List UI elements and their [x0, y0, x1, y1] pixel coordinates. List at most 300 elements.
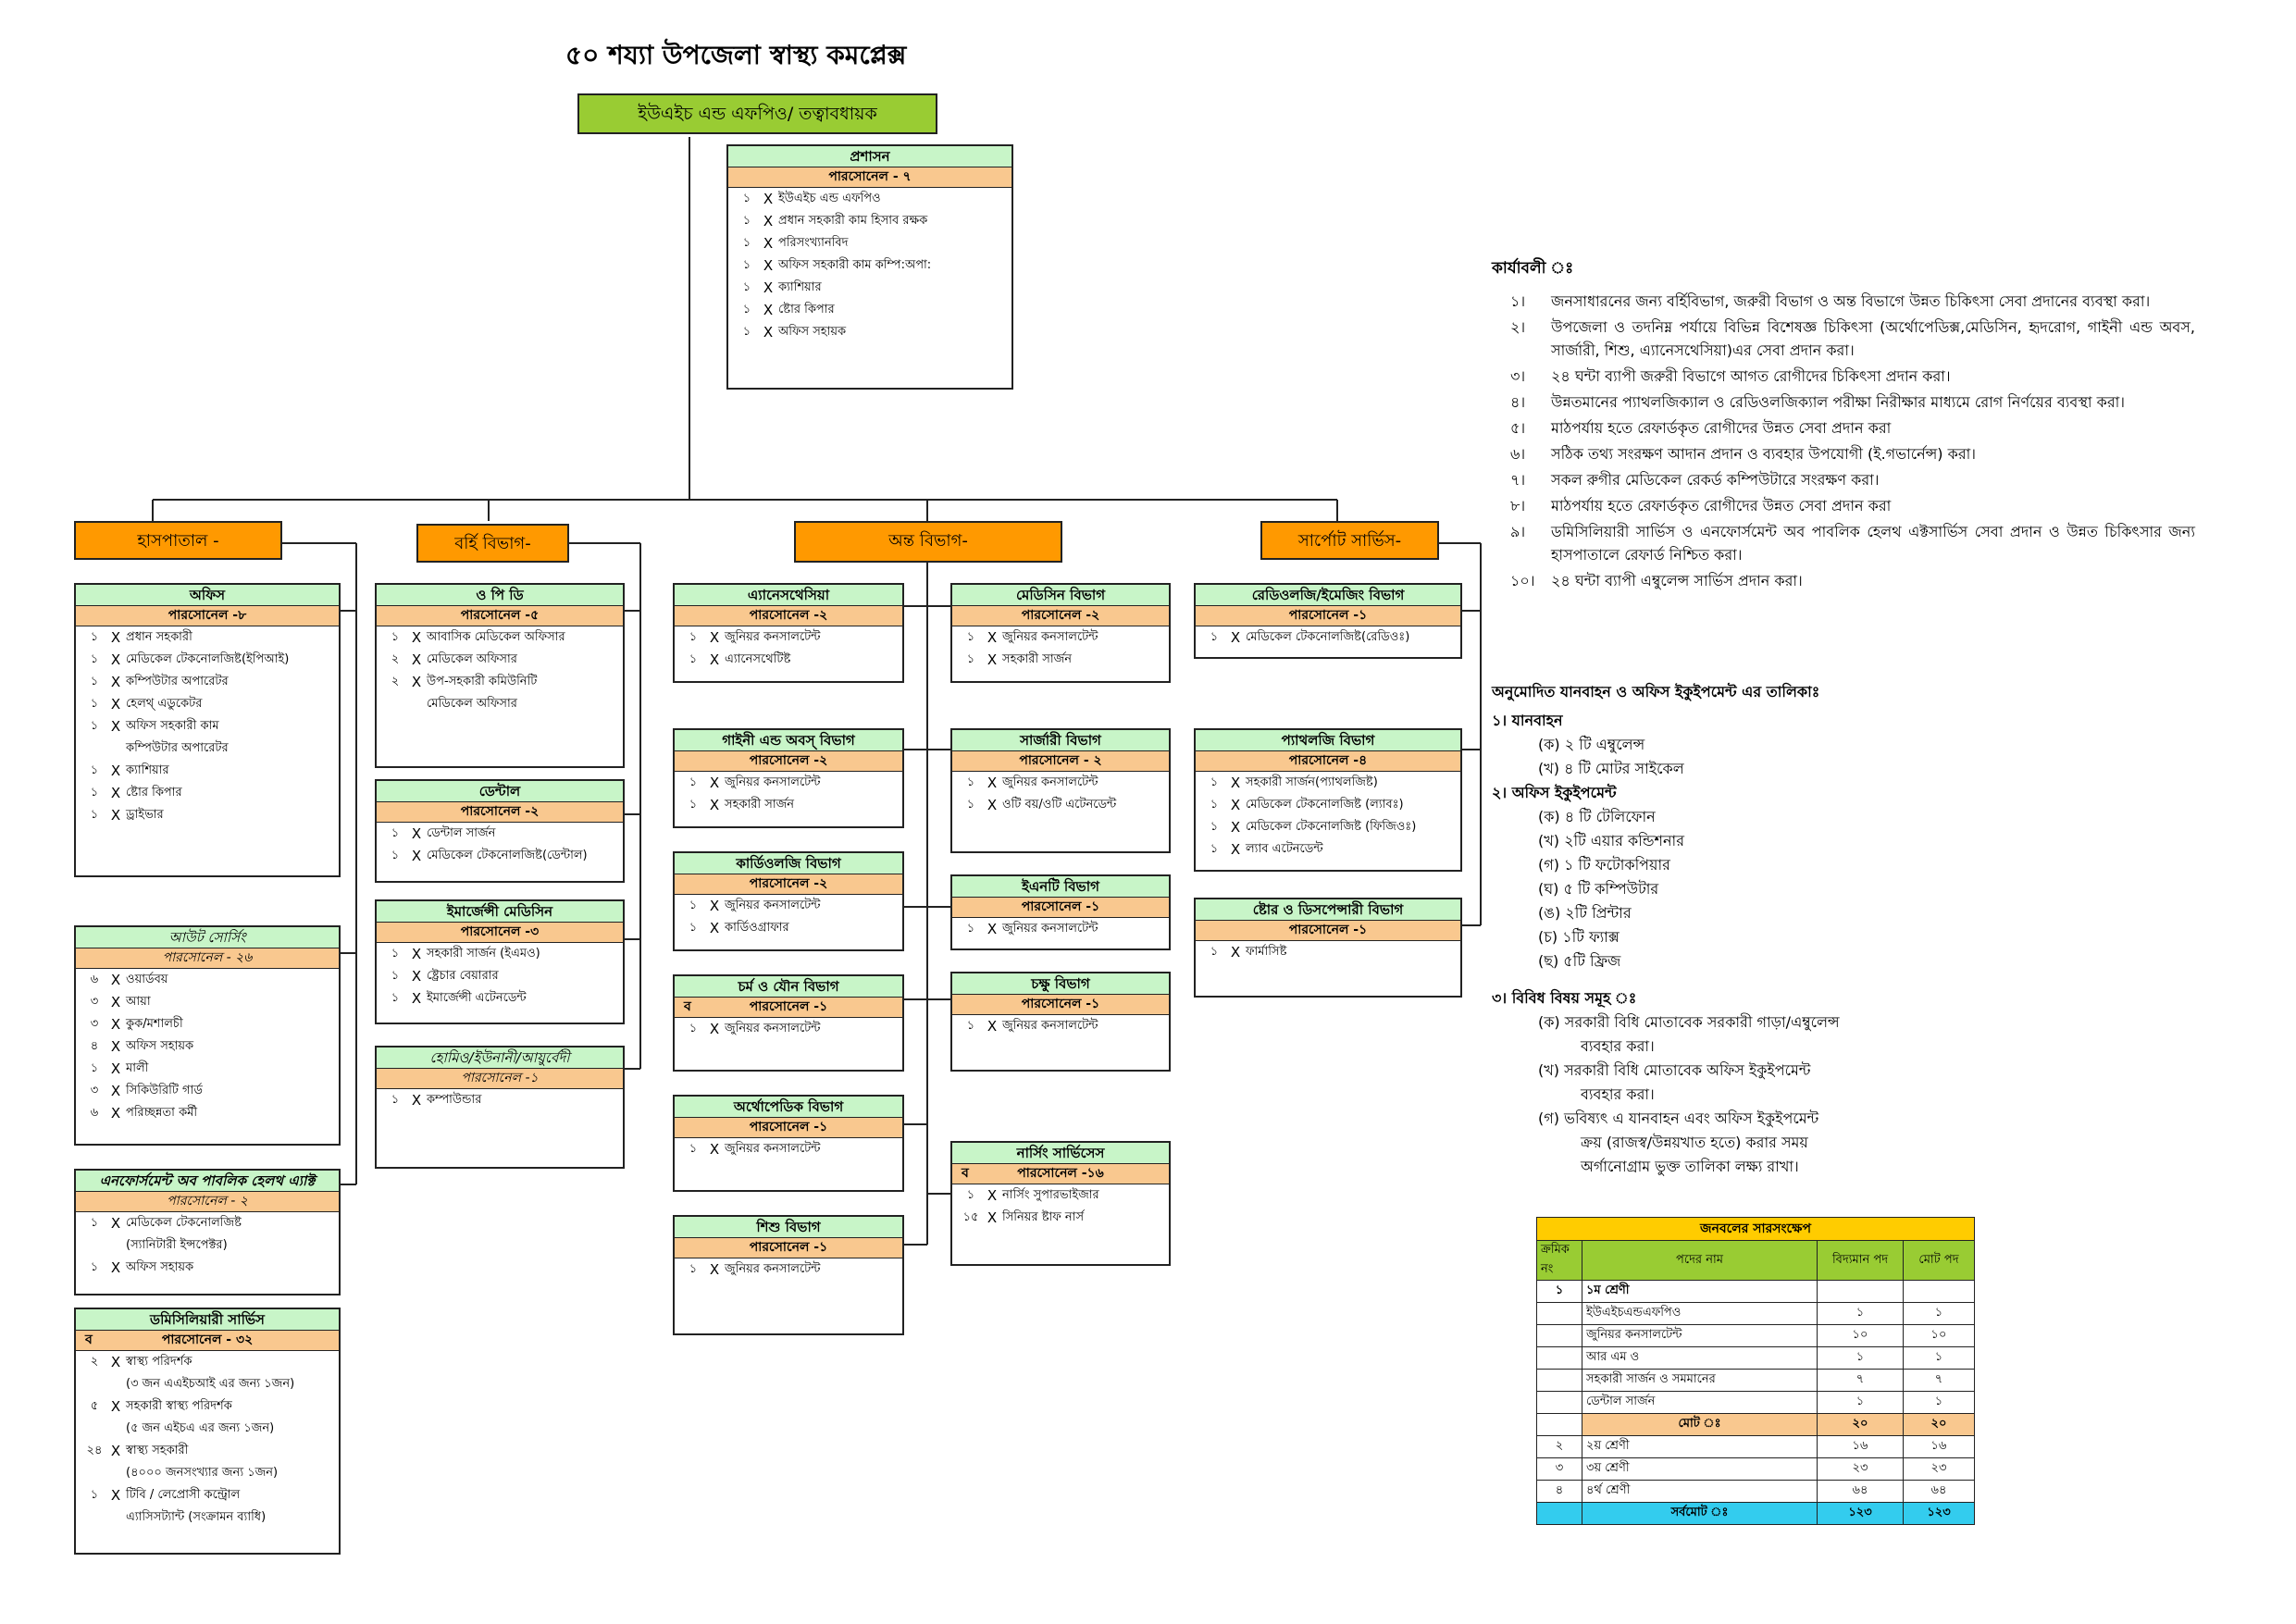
multiply-mark: X	[110, 1487, 121, 1504]
prefix-mark: ব	[962, 1166, 969, 1181]
staff-row	[952, 794, 1169, 816]
box-header: চর্ম ও যৌন বিভাগ	[675, 976, 902, 998]
col-header-existing: বিদ্যমান পদ	[1818, 1241, 1904, 1281]
multiply-mark: X	[110, 785, 121, 801]
medicine-box	[950, 583, 1171, 683]
staff-row	[377, 693, 623, 715]
table-cell: সহকারী সার্জন ও সমমানের	[1582, 1370, 1818, 1392]
table-cell	[1537, 1325, 1582, 1347]
staff-post: সহকারী সার্জন	[725, 798, 795, 812]
staff-count: ১	[90, 808, 99, 822]
multiply-mark: X	[987, 629, 998, 646]
multiply-mark: X	[110, 651, 121, 668]
multiply-mark: X	[987, 1187, 998, 1204]
table-cell: ১০	[1818, 1325, 1904, 1347]
nursing-box	[950, 1141, 1171, 1266]
staff-post: মালী	[126, 1061, 149, 1075]
multiply-mark	[406, 693, 427, 715]
table-cell: ১	[1818, 1303, 1904, 1325]
staff-row	[377, 823, 623, 845]
staff-count: ১৫	[962, 1210, 979, 1224]
staff-count: ১	[90, 1061, 99, 1075]
staff-count: ২	[90, 1355, 99, 1369]
table-cell	[1537, 1370, 1582, 1392]
staff-row	[377, 943, 623, 965]
table-cell	[1537, 1503, 1582, 1525]
staff-post: অফিস সহকারী কাম	[126, 719, 219, 733]
staff-post: ষ্ট্রেচার বেয়ারার	[427, 969, 499, 983]
staff-row	[377, 671, 623, 693]
table-cell: ১২৩	[1904, 1503, 1975, 1525]
table-cell: ৪র্থ শ্রেণী	[1582, 1481, 1818, 1503]
multiply-mark: X	[110, 1398, 121, 1415]
multiply-mark: X	[709, 1141, 720, 1158]
hr-summary-table	[1536, 1217, 1975, 1525]
table-row	[1537, 1458, 1975, 1481]
multiply-mark: X	[987, 1209, 998, 1226]
multiply-mark: X	[110, 1083, 121, 1099]
box-header: প্যাথলজি বিভাগ	[1196, 730, 1460, 751]
function-text: মাঠপর্যায় হতে রেফার্ডকৃত রোগীদের উন্নত সেবা প্রদান করা	[1551, 497, 1892, 514]
staff-count: ১	[391, 969, 400, 983]
table-cell	[1537, 1392, 1582, 1414]
personnel-count: পারসোনেল -১	[675, 1238, 902, 1258]
multiply-mark: X	[987, 651, 998, 668]
multiply-mark: X	[411, 968, 422, 985]
box-header: মেডিসিন বিভাগ	[952, 585, 1169, 606]
box-header: রেডিওলজি/ইমেজিং বিভাগ	[1196, 585, 1460, 606]
personnel-count: পারসোনেল -২	[675, 874, 902, 895]
multiply-mark: X	[110, 1259, 121, 1276]
staff-count: ৫	[90, 1399, 99, 1413]
table-cell: ৩য় শ্রেণী	[1582, 1458, 1818, 1481]
misc-line: ক্রয় (রাজস্ব/উন্নয়খাত হতে) করার সময়	[1581, 1134, 1808, 1151]
staff-count: ১	[391, 826, 400, 840]
multiply-mark: X	[411, 1092, 422, 1109]
staff-row	[728, 232, 1011, 254]
staff-count: ১	[689, 921, 698, 935]
staff-post: (৫ জন এইচএ এর জন্য ১জন)	[126, 1421, 275, 1435]
function-text: উন্নতমানের প্যাথলজিক্যাল ও রেডিওলজিক্যাল পরীক্ষা নিরীক্ষার মাধ্যমে রোগ নির্ণয়ের ব্যবস্থা করা।	[1551, 393, 2125, 411]
table-cell: ১	[1818, 1392, 1904, 1414]
staff-count: ১	[966, 775, 975, 789]
staff-count	[83, 1234, 105, 1257]
staff-count: ১	[966, 630, 975, 644]
staff-row	[76, 760, 339, 782]
multiply-mark: X	[1230, 819, 1241, 836]
multiply-mark	[105, 1462, 126, 1484]
staff-post: ওয়ার্ডবয়	[126, 973, 168, 986]
box-header: ডমিসিলিয়ারী সার্ভিস	[76, 1309, 339, 1331]
staff-post: সহকারী সার্জন	[1002, 652, 1073, 666]
staff-post: আবাসিক মেডিকেল অফিসার	[427, 630, 565, 644]
staff-post: স্বাস্থ্য পরিদর্শক	[126, 1355, 192, 1369]
staff-row	[675, 772, 902, 794]
vehicle-title: ১। যানবাহন	[1492, 712, 1563, 729]
staff-row	[675, 895, 902, 917]
personnel-count: পারসোনেল -৩	[377, 923, 623, 943]
personnel-count: পারসোনেল -১	[675, 1118, 902, 1138]
staff-count: ১	[90, 630, 99, 644]
staff-row	[952, 918, 1169, 940]
personnel-count: পারসোনেল - ৩২	[161, 1333, 254, 1347]
staff-post: সিনিয়র ষ্টাফ নার্স	[1002, 1210, 1085, 1224]
col-header-serial: ক্রমিক নং	[1537, 1241, 1582, 1281]
staff-post: জুনিয়র কনসালটেন্ট	[725, 630, 821, 644]
box-header: অর্থোপেডিক বিভাগ	[675, 1097, 902, 1118]
personnel-count: পারসোনেল -১	[749, 999, 828, 1014]
staff-row	[76, 1102, 339, 1124]
multiply-mark: X	[411, 629, 422, 646]
staff-post: মেডিকেল টেকনোলজিষ্ট(ডেন্টাল)	[427, 849, 588, 862]
staff-post: অফিস সহায়ক	[778, 325, 847, 339]
staff-post: জুনিয়র কনসালটেন্ট	[1002, 1019, 1098, 1033]
office-equipment-title: ২। অফিস ইকুইপমেন্ট	[1492, 784, 1617, 801]
staff-count: ১	[689, 899, 698, 912]
personnel-count: পারসোনেল - ২৬	[76, 948, 339, 969]
table-cell: ৬৪	[1904, 1481, 1975, 1503]
ortho-box	[673, 1095, 904, 1192]
staff-row	[76, 1351, 339, 1373]
prefix-mark: ব	[85, 1333, 93, 1347]
staff-count: ৪	[90, 1039, 99, 1053]
function-item	[1492, 365, 2195, 388]
staff-row	[377, 626, 623, 649]
multiply-mark	[105, 1506, 126, 1529]
staff-row	[76, 626, 339, 649]
staff-post: ক্যাশিয়ার	[126, 763, 169, 777]
function-number: ৪।	[1510, 393, 1526, 411]
multiply-mark: X	[763, 191, 774, 207]
staff-count: ১	[391, 630, 400, 644]
function-text: ডমিসিলিয়ারী সার্ভিস ও এনফোর্সমেন্ট অব পাবলিক হেলথ এক্টসার্ভিস সেবা প্রদান ও উন্নত চিকিৎসার জন্য হাসপাতালে রেফার্ড নিশ্চিত করা।	[1551, 523, 2195, 564]
staff-count: ১	[90, 675, 99, 688]
staff-post: কার্ডিওগ্রাফার	[725, 921, 789, 935]
staff-count: ১	[689, 775, 698, 789]
table-cell: মোট ঃ	[1582, 1414, 1818, 1436]
multiply-mark: X	[987, 775, 998, 791]
table-row	[1537, 1370, 1975, 1392]
staff-row	[76, 1373, 339, 1395]
domiciliary-box	[74, 1308, 341, 1555]
multiply-mark: X	[763, 235, 774, 252]
staff-post: আয়া	[126, 995, 151, 1009]
staff-count: ৩	[90, 1084, 99, 1097]
staff-row	[1196, 838, 1460, 861]
staff-count: ১	[391, 849, 400, 862]
gynae-box	[673, 728, 904, 828]
staff-post: নার্সিং সুপারভাইজার	[1002, 1188, 1099, 1202]
staff-post: (স্যানিটারী ইন্সপেক্টর)	[126, 1238, 228, 1252]
personnel-count: পারসোনেল -১	[377, 1069, 623, 1089]
cardio-box	[673, 851, 904, 951]
vehicle-item: (ক) ২ টি এম্বুলেন্স	[1538, 736, 1645, 753]
staff-post: প্রধান সহকারী কাম হিসাব রক্ষক	[778, 214, 928, 228]
equipment-section	[1492, 680, 2084, 1179]
box-header: ইমার্জেন্সী মেডিসিন	[377, 901, 623, 923]
staff-row	[76, 1035, 339, 1058]
staff-post: ক্যাশিয়ার	[778, 280, 822, 294]
staff-row	[675, 1258, 902, 1281]
personnel-count: পারসোনেল - ২	[952, 751, 1169, 772]
personnel-count: পারসোনেল -২	[675, 751, 902, 772]
function-item	[1492, 391, 2195, 414]
staff-count: ২৪	[86, 1444, 103, 1457]
multiply-mark: X	[763, 302, 774, 318]
staff-count: ১	[689, 798, 698, 812]
function-item	[1492, 290, 2195, 313]
staff-row	[728, 188, 1011, 210]
staff-count: ৩	[90, 995, 99, 1009]
staff-post: কম্পিউটার অপারেটর	[126, 675, 229, 688]
table-cell: ১৬	[1818, 1436, 1904, 1458]
staff-row	[675, 1138, 902, 1160]
staff-count: ১	[742, 214, 751, 228]
staff-post: সিকিউরিটি গার্ড	[126, 1084, 203, 1097]
staff-post: মেডিকেল টেকনোলজিষ্ট(ইপিআই)	[126, 652, 290, 666]
staff-count: ২	[391, 675, 400, 688]
multiply-mark: X	[411, 825, 422, 842]
staff-row	[76, 782, 339, 804]
top-box-uhfpo: ইউএইচ এন্ড এফপিও/ তত্বাবধায়ক	[577, 93, 937, 134]
table-cell: ১	[1904, 1303, 1975, 1325]
staff-post: পরিসংখ্যানবিদ	[778, 236, 849, 250]
staff-row	[1196, 816, 1460, 838]
function-number: ৯।	[1510, 523, 1526, 540]
staff-count: ১	[689, 1262, 698, 1276]
function-item	[1492, 316, 2195, 362]
staff-row	[728, 277, 1011, 299]
staff-count: ১	[742, 280, 751, 294]
admin-box	[726, 144, 1013, 390]
staff-row	[952, 626, 1169, 649]
staff-count: ১	[1210, 798, 1219, 812]
staff-row	[952, 772, 1169, 794]
staff-count: ১	[391, 1093, 400, 1107]
box-header: প্রশাসন	[728, 146, 1011, 167]
prefix-mark: ব	[684, 999, 691, 1014]
staff-post: মেডিকেল টেকনোলজিষ্ট (ল্যাবঃ)	[1246, 798, 1404, 812]
misc-title: ৩। বিবিধ বিষয় সমূহ ঃ	[1492, 989, 1637, 1007]
staff-count: ১	[966, 1188, 975, 1202]
staff-count: ১	[966, 798, 975, 812]
staff-count: ১	[391, 991, 400, 1005]
multiply-mark: X	[411, 848, 422, 864]
box-header: আউট সোর্সিং	[76, 927, 339, 948]
staff-post: এ্যাসিসট্যান্ট (সংক্রামন ব্যাধি)	[126, 1510, 267, 1524]
box-header: এ্যানেসথেসিয়া	[675, 585, 902, 606]
staff-count: ৬	[90, 973, 99, 986]
function-item	[1492, 442, 2195, 465]
staff-row	[76, 969, 339, 991]
personnel-count: পারসোনেল -১	[952, 898, 1169, 918]
staff-post: জুনিয়র কনসালটেন্ট	[1002, 630, 1098, 644]
staff-post: অফিস সহায়ক	[126, 1260, 194, 1274]
staff-post: হেলথ্ এডুকেটর	[126, 697, 203, 711]
staff-count: ১	[1210, 820, 1219, 834]
function-text: ২৪ ঘন্টা ব্যাপী এম্বুলেন্স সার্ভিস প্রদান করা।	[1551, 572, 1803, 589]
staff-row	[675, 917, 902, 939]
box-header: অফিস	[76, 585, 339, 606]
staff-count: ৩	[90, 1017, 99, 1031]
function-text: জনসাধারনের জন্য বর্হিবিভাগ, জরুরী বিভাগ ও অন্ত বিভাগে উন্নত চিকিৎসা সেবা প্রদানের ব্যবস্থা করা।	[1551, 292, 2151, 310]
multiply-mark: X	[110, 1105, 121, 1122]
table-cell: ১০	[1904, 1325, 1975, 1347]
function-text: সকল রুগীর মেডিকেল রেকর্ড কম্পিউটারে সংরক্ষণ করা।	[1551, 471, 1880, 489]
page-title: ৫০ শয্যা উপজেলা স্বাস্থ্য কমপ্লেক্স	[565, 40, 907, 70]
box-header: ষ্টোর ও ডিসপেন্সারী বিভাগ	[1196, 899, 1460, 921]
table-cell: ৭	[1904, 1370, 1975, 1392]
personnel-count: পারসোনেল -২	[675, 606, 902, 626]
staff-row	[377, 845, 623, 867]
staff-post: মেডিকেল টেকনোলজিষ্ট	[126, 1216, 242, 1230]
staff-count: ১	[742, 303, 751, 316]
personnel-count: পারসোনেল -১	[1196, 921, 1460, 941]
personnel-count: পারসোনেল -১	[1196, 606, 1460, 626]
multiply-mark: X	[110, 762, 121, 779]
table-cell: ১৬	[1904, 1436, 1975, 1458]
staff-post: ড্রাইভার	[126, 808, 164, 822]
multiply-mark	[105, 1418, 126, 1440]
staff-count: ১	[90, 1260, 99, 1274]
staff-row	[728, 254, 1011, 277]
table-cell: ৬৪	[1818, 1481, 1904, 1503]
staff-count: ৬	[90, 1106, 99, 1120]
table-cell: ১	[1904, 1392, 1975, 1414]
table-title: জনবলের সারসংক্ষেপ	[1537, 1218, 1975, 1241]
radiology-box	[1194, 583, 1462, 659]
multiply-mark: X	[709, 651, 720, 668]
function-number: ২।	[1510, 318, 1526, 336]
staff-row	[952, 1015, 1169, 1037]
staff-row	[76, 693, 339, 715]
multiply-mark: X	[763, 279, 774, 296]
table-cell: ২য় শ্রেণী	[1582, 1436, 1818, 1458]
staff-row	[377, 1089, 623, 1111]
box-header: নার্সিং সার্ভিসেস	[952, 1143, 1169, 1164]
staff-row	[675, 626, 902, 649]
staff-row	[76, 1257, 339, 1279]
staff-post: (৪০০০ জনসংখ্যার জন্য ১জন)	[126, 1466, 279, 1480]
personnel-count: পারসোনেল -৫	[377, 606, 623, 626]
staff-count: ১	[742, 258, 751, 272]
function-item	[1492, 569, 2195, 592]
multiply-mark: X	[987, 1018, 998, 1035]
multiply-mark: X	[110, 807, 121, 824]
table-cell: ১	[1904, 1347, 1975, 1370]
staff-row	[1196, 794, 1460, 816]
multiply-mark	[105, 1234, 126, 1257]
table-cell: ৭	[1818, 1370, 1904, 1392]
function-item	[1492, 468, 2195, 491]
table-cell: ১	[1818, 1347, 1904, 1370]
table-row	[1537, 1392, 1975, 1414]
ent-box	[950, 874, 1171, 950]
staff-count: ১	[90, 652, 99, 666]
box-header: কার্ডিওলজি বিভাগ	[675, 853, 902, 874]
office-equipment-item: (গ) ১ টি ফটোকপিয়ার	[1538, 856, 1670, 874]
multiply-mark: X	[411, 990, 422, 1007]
functions-title: কার্যাবলী ঃ	[1492, 259, 1574, 278]
multiply-mark: X	[110, 1215, 121, 1232]
staff-count	[83, 738, 105, 760]
staff-row	[952, 1207, 1169, 1229]
table-cell: ডেন্টাল সার্জন	[1582, 1392, 1818, 1414]
staff-row	[1196, 772, 1460, 794]
subtotal-row	[1537, 1414, 1975, 1436]
misc-line: (ক) সরকারী বিধি মোতাবেক সরকারী গাড়া/এম্বুলেন্স	[1538, 1013, 1840, 1031]
staff-post: কম্পাউন্ডার	[427, 1093, 482, 1107]
category-outdoor: বর্হি বিভাগ-	[416, 524, 569, 563]
multiply-mark: X	[110, 1354, 121, 1370]
table-cell: ২	[1537, 1436, 1582, 1458]
staff-post: জুনিয়র কনসালটেন্ট	[1002, 775, 1098, 789]
multiply-mark: X	[709, 797, 720, 813]
staff-count: ১	[966, 652, 975, 666]
misc-line: (গ) ভবিষ্যৎ এ যানবাহন এবং অফিস ইকুইপমেন্ট	[1538, 1110, 1819, 1127]
function-number: ৫।	[1510, 419, 1526, 437]
table-row	[1537, 1347, 1975, 1370]
table-row	[1537, 1481, 1975, 1503]
table-cell	[1537, 1347, 1582, 1370]
staff-row	[377, 987, 623, 1010]
staff-count	[83, 1418, 105, 1440]
personnel-count: পারসোনেল -৮	[76, 606, 339, 626]
staff-post: ওটি বয়/ওটি এটেনডেন্ট	[1002, 798, 1117, 812]
table-cell: ২৩	[1904, 1458, 1975, 1481]
misc-line: (খ) সরকারী বিধি মোতাবেক অফিস ইকুইপমেন্ট	[1538, 1061, 1811, 1079]
misc-line: ব্যবহার করা।	[1581, 1037, 1655, 1055]
table-cell: জুনিয়র কনসালটেন্ট	[1582, 1325, 1818, 1347]
multiply-mark: X	[110, 994, 121, 1010]
staff-post: ষ্টোর কিপার	[778, 303, 835, 316]
staff-row	[952, 649, 1169, 671]
surgery-box	[950, 728, 1171, 853]
staff-row	[728, 321, 1011, 343]
anaesthesia-box	[673, 583, 904, 683]
multiply-mark: X	[411, 946, 422, 962]
category-hospital: হাসপাতাল -	[74, 521, 282, 560]
category-support: সার্পোট সার্ভিস-	[1260, 521, 1439, 560]
table-cell: আর এম ও	[1582, 1347, 1818, 1370]
staff-post: প্রধান সহকারী	[126, 630, 192, 644]
office-equipment-item: (ছ) ৫টি ফ্রিজ	[1538, 952, 1621, 970]
misc-line: অর্গানোগ্রাম ভুক্ত তালিকা লক্ষ্য রাখা।	[1581, 1158, 1799, 1175]
staff-post: জুনিয়র কনসালটেন্ট	[725, 775, 821, 789]
staff-post: মেডিকেল টেকনোলজিষ্ট(রেডিওঃ)	[1246, 630, 1410, 644]
emergency-box	[375, 899, 625, 1024]
staff-count: ১	[1210, 842, 1219, 856]
box-header: গাইনী এন্ড অবস্ বিভাগ	[675, 730, 902, 751]
staff-count: ১	[90, 786, 99, 800]
staff-row	[728, 299, 1011, 321]
staff-post: ল্যাব এটেনডেন্ট	[1246, 842, 1323, 856]
multiply-mark: X	[110, 629, 121, 646]
staff-count	[83, 1462, 105, 1484]
staff-count: ১	[689, 652, 698, 666]
multiply-mark	[105, 738, 126, 760]
staff-post: কুক/মশালচী	[126, 1017, 183, 1031]
table-cell	[1537, 1414, 1582, 1436]
staff-post: ইমার্জেন্সী এটেনডেন্ট	[427, 991, 527, 1005]
table-cell: ১২৩	[1818, 1503, 1904, 1525]
multiply-mark: X	[110, 1060, 121, 1077]
staff-count: ১	[1210, 945, 1219, 959]
function-number: ৮।	[1510, 497, 1526, 514]
personnel-count: পারসোনেল -৪	[1196, 751, 1460, 772]
function-number: ৭।	[1510, 471, 1526, 489]
staff-row	[76, 1058, 339, 1080]
